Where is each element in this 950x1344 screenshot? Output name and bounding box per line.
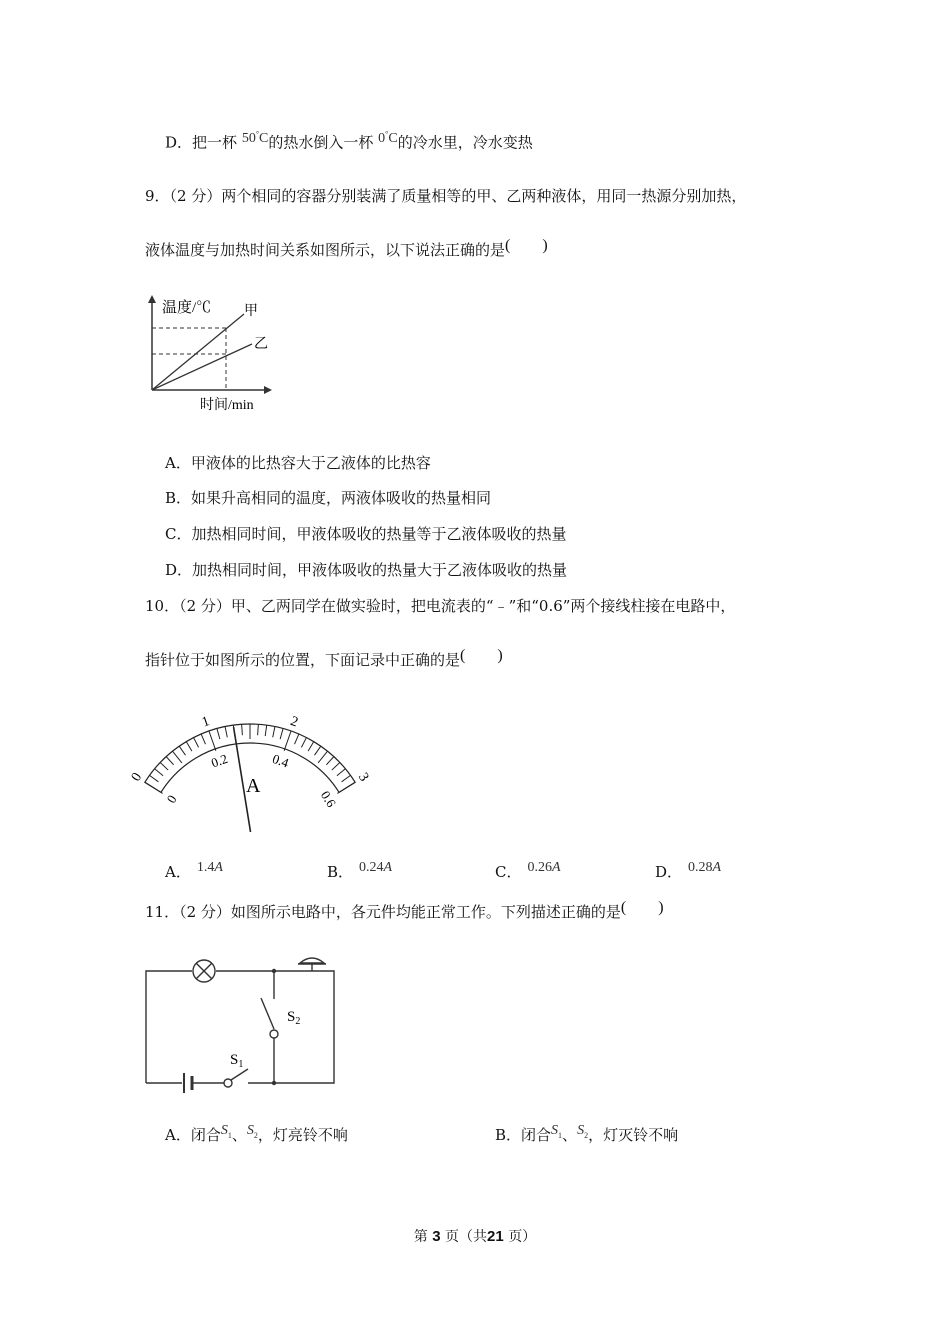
meter-tick xyxy=(337,782,355,793)
meter-outer-label: 3 xyxy=(354,770,372,785)
meter-tick xyxy=(217,728,220,739)
q11-option-a: A．闭合$S_1$、$S_2$，灯亮铃不响 xyxy=(165,1123,348,1144)
q9-stem-line2: 液体温度与加热时间关系如图所示，以下说法正确的是( ) xyxy=(145,237,548,259)
switch-s2-label: $S_2$ xyxy=(287,1009,301,1027)
meter-tick xyxy=(201,734,205,744)
temp-50: 50°C xyxy=(241,129,269,146)
meter-tick xyxy=(265,725,266,736)
meter-tick xyxy=(242,724,243,735)
meter-inner-label: 0.6 xyxy=(317,788,340,810)
q8-option-d: D．把一杯 50°C的热水倒入一杯 0°C的冷水里，冷水变热 xyxy=(165,129,533,152)
switch-s2-blade xyxy=(261,998,274,1029)
page-footer: 第 3 页（共21 页） xyxy=(413,1228,537,1245)
meter-tick xyxy=(326,757,333,765)
meter-outer-label: 0 xyxy=(128,770,146,785)
meter-tick xyxy=(225,727,227,738)
meter-outer-label: 1 xyxy=(200,713,212,731)
switch-s1-blade xyxy=(231,1069,248,1080)
q10-option-d: D． 0.28A xyxy=(655,860,722,881)
q9-option-c: C．加热相同时间，甲液体吸收的热量等于乙液体吸收的热量 xyxy=(165,525,567,543)
meter-inner-label: 0.2 xyxy=(209,750,230,771)
circuit-diagram xyxy=(140,955,345,1095)
line-jia xyxy=(152,314,244,390)
graph-label-jia: 甲 xyxy=(244,304,258,319)
meter-tick xyxy=(337,769,345,776)
total-pages: 21 xyxy=(487,1228,504,1245)
meter-tick xyxy=(295,734,299,744)
switch-s1-label: $S_1$ xyxy=(230,1052,244,1070)
q10-option-c: C． 0.26A xyxy=(495,860,561,881)
meter-unit-label: A xyxy=(246,775,261,797)
meter-tick xyxy=(166,757,173,765)
meter-tick xyxy=(179,746,185,755)
temp-0: 0°C xyxy=(378,129,398,146)
q10-stem-line1: 10．（2 分）甲、乙两同学在做实验时，把电流表的“﹣”和“0.6”两个接线柱接在电路中， xyxy=(145,597,736,615)
graph-ylabel: 温度/℃ xyxy=(162,300,212,316)
bell-icon xyxy=(300,958,324,963)
q9-option-a: A．甲液体的比热容大于乙液体的比热容 xyxy=(165,454,431,472)
answer-blank: ( ) xyxy=(620,899,664,916)
meter-inner-label: 0.4 xyxy=(270,750,291,771)
q10-option-a: A． 1.4A xyxy=(165,860,223,881)
q9-option-d: D．加热相同时间，甲液体吸收的热量大于乙液体吸收的热量 xyxy=(165,561,568,579)
meter-tick xyxy=(308,742,314,751)
meter-tick xyxy=(280,728,283,739)
meter-tick xyxy=(332,762,340,770)
meter-tick xyxy=(318,751,327,763)
meter-tick xyxy=(284,731,291,751)
meter-tick xyxy=(194,738,199,748)
q10-option-b: B． 0.24A xyxy=(327,860,393,881)
answer-blank: ( ) xyxy=(460,647,503,664)
q9-stem-line1: 9．（2 分）两个相同的容器分别装满了质量相等的甲、乙两种液体，用同一热源分别加热， xyxy=(145,187,747,205)
meter-tick xyxy=(155,769,163,776)
meter-inner-label: 0 xyxy=(163,792,180,806)
temperature-time-graph xyxy=(140,290,280,415)
answer-blank: ( ) xyxy=(505,237,548,254)
graph-label-yi: 乙 xyxy=(254,337,268,352)
meter-tick xyxy=(173,751,182,763)
meter-tick xyxy=(342,775,351,781)
page-number: 3 xyxy=(432,1228,441,1245)
meter-tick xyxy=(301,738,306,748)
meter-tick xyxy=(145,782,163,793)
ammeter-dial xyxy=(128,700,372,830)
line-yi xyxy=(152,344,252,390)
meter-tick xyxy=(160,762,168,770)
meter-tick xyxy=(273,727,275,738)
q9-option-b: B．如果升高相同的温度，两液体吸收的热量相同 xyxy=(165,489,492,507)
meter-tick xyxy=(258,724,259,735)
meter-tick xyxy=(186,742,192,751)
meter-outer-label: 2 xyxy=(288,713,300,731)
meter-tick xyxy=(209,731,216,751)
meter-tick xyxy=(150,775,159,781)
q10-stem-line2: 指针位于如图所示的位置，下面记录中正确的是( ) xyxy=(145,647,503,669)
q11-stem-line1: 11．（2 分）如图所示电路中，各元件均能正常工作。下列描述正确的是( ) xyxy=(145,899,664,921)
meter-tick xyxy=(314,746,320,755)
graph-xlabel: 时间/min xyxy=(200,398,254,413)
q11-option-b: B．闭合$S_1$、$S_2$，灯灭铃不响 xyxy=(495,1123,679,1144)
